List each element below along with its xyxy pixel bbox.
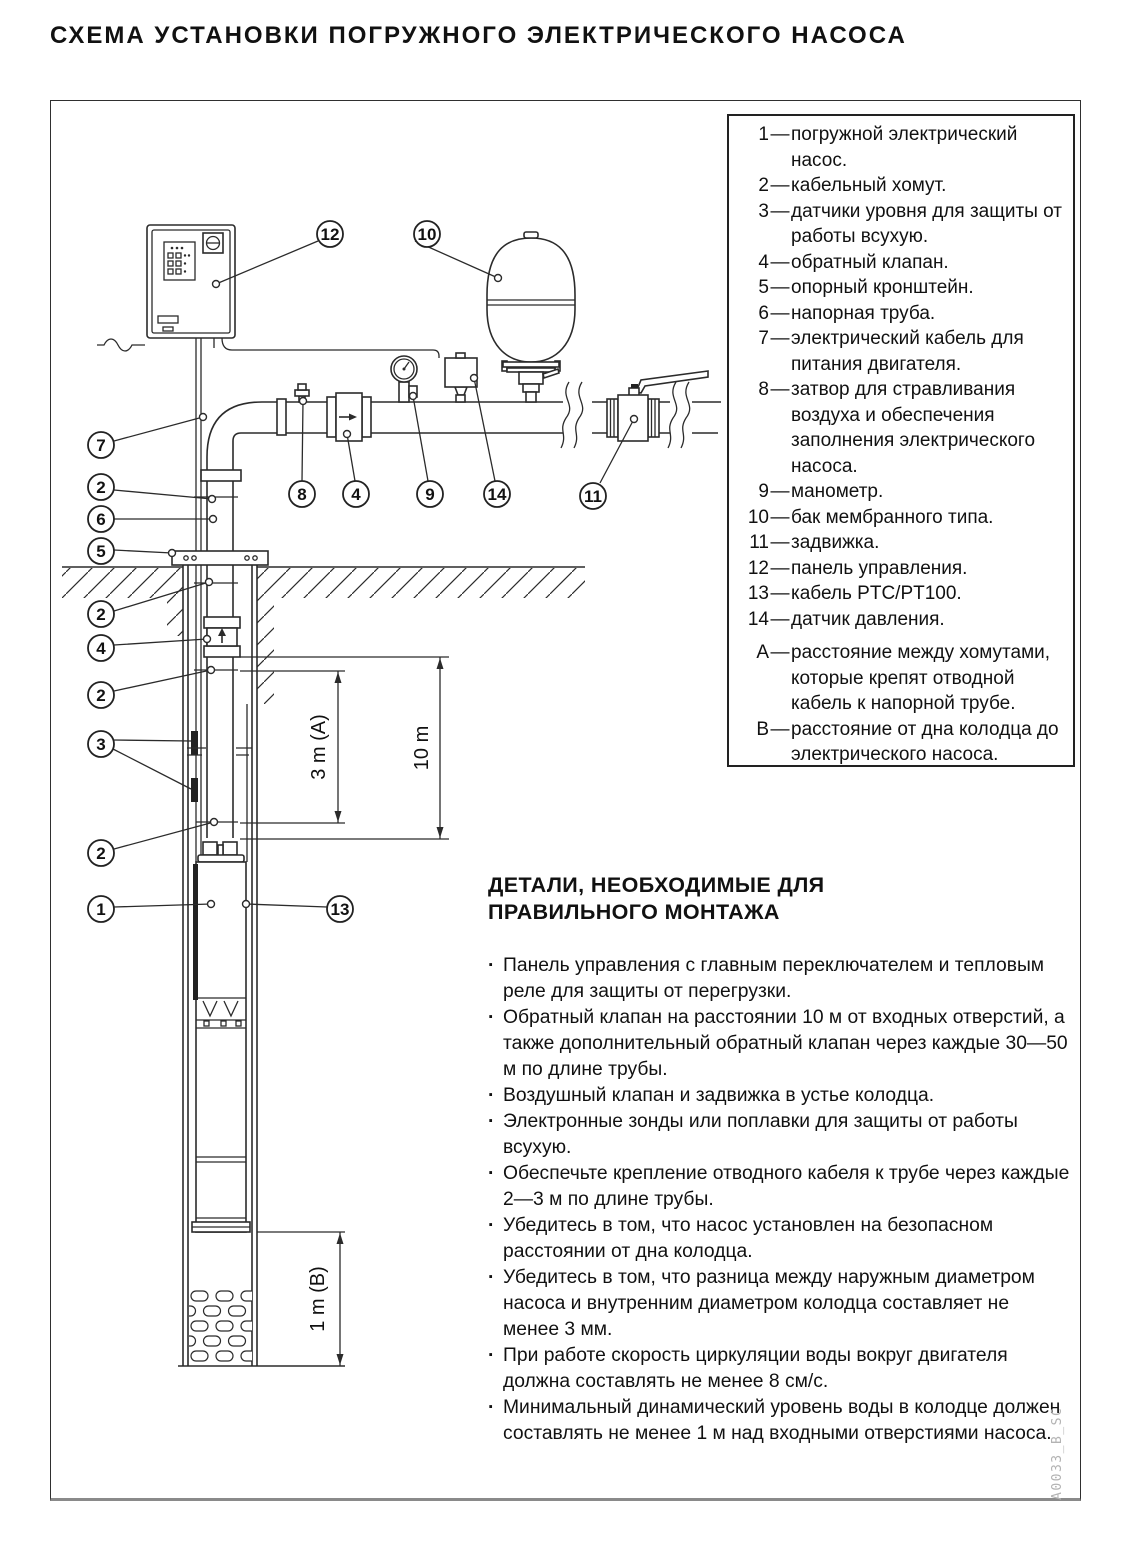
valve-handle: [636, 371, 708, 393]
pressure-pipe: [201, 382, 721, 838]
control-panel: [97, 225, 235, 351]
riser-coupling: [201, 470, 241, 481]
dim-a-label: 3 m (A): [308, 714, 330, 780]
legend-item: 4 — обратный клапан.: [737, 250, 1065, 276]
legend-item: 6 — напорная труба.: [737, 301, 1065, 327]
legend-item: 5 — опорный кронштейн.: [737, 275, 1065, 301]
legend-text: опорный кронштейн.: [791, 277, 974, 298]
legend-item: 12 — панель управления.: [737, 556, 1065, 582]
dimension-lines: [240, 657, 449, 1366]
callout-14: 14: [487, 485, 507, 504]
details-item: [488, 1395, 1070, 1447]
legend-item: 2 — кабельный хомут.: [737, 173, 1065, 199]
details-text: При работе скорость циркуляции воды вокруг двигателя должна составлять не менее 8 см/с.: [503, 1345, 1008, 1392]
legend-text: манометр.: [791, 481, 884, 502]
bullet-icon: ·: [488, 1085, 495, 1106]
pipe-break-icon: [681, 382, 690, 448]
callout-8: 8: [297, 485, 307, 504]
ground-hatch: [62, 567, 585, 704]
legend-item: 3 — датчики уровня для защиты от работы всухую.: [737, 199, 1065, 250]
details-text: Панель управления с главным переключателем и тепловым реле для защиты от перегрузки.: [503, 955, 1045, 1002]
pipe-coupling: [277, 399, 286, 435]
details-item: [488, 953, 1070, 1005]
gate-valve: [607, 371, 708, 441]
legend-item: 1 — погружной электрический насос.: [737, 122, 1065, 173]
drawing-code: A0033_B_SC: [1050, 1406, 1065, 1500]
gravel-bottom: [189, 1289, 252, 1364]
legend-text: расстояние от дна колодца до электрического насоса.: [791, 718, 1059, 765]
details-item: [488, 1265, 1070, 1343]
details-item: [488, 1109, 1070, 1161]
pipe-break-icon: [561, 382, 570, 448]
bullet-icon: ·: [488, 1345, 495, 1366]
legend-box: [727, 114, 1075, 767]
bullet-icon: ·: [488, 955, 495, 976]
callout-9: 9: [425, 485, 435, 504]
pipe-break-icon: [668, 382, 677, 448]
details-section: [488, 872, 1070, 1447]
legend-text: кабельный хомут.: [791, 175, 947, 196]
pipe-break-icon: [574, 382, 583, 448]
legend-text: напорная труба.: [791, 302, 936, 324]
details-item: [488, 1161, 1070, 1213]
bullet-icon: ·: [488, 1007, 495, 1028]
details-list: [488, 953, 1070, 1447]
dim-10m-label: 10 m: [411, 725, 433, 771]
legend-text: электрический кабель для питания двигателя.: [791, 328, 1024, 375]
legend-item: 10 — бак мембранного типа.: [737, 505, 1065, 531]
callout-2c: 2: [96, 686, 106, 705]
details-text: Минимальный динамический уровень воды в колодце должен составлять не менее 1 м над входными отверстиями насоса.: [503, 1397, 1061, 1444]
details-text: Воздушный клапан и задвижка в устье колодца.: [503, 1085, 935, 1106]
legend-text: задвижка.: [791, 532, 880, 553]
details-heading: ДЕТАЛИ, НЕОБХОДИМЫЕ ДЛЯ ПРАВИЛЬНОГО МОНТАЖА: [488, 873, 825, 924]
dim-b-label: 1 m (B): [307, 1266, 329, 1332]
bullet-icon: ·: [488, 1163, 495, 1184]
legend-item: 13 — кабель PTC/PT100.: [737, 581, 1065, 607]
support-bracket: [172, 551, 268, 565]
bullet-icon: ·: [488, 1397, 495, 1418]
legend-item: 7 — электрический кабель для питания двигателя.: [737, 326, 1065, 377]
bullet-icon: ·: [488, 1111, 495, 1132]
legend-text: расстояние между хомутами, которые крепят отводной кабель к напорной трубе.: [791, 642, 1051, 714]
details-text: Электронные зонды или поплавки для защиты от работы всухую.: [503, 1111, 1018, 1158]
sensor-cable: [222, 338, 439, 358]
legend-item: 8 — затвор для стравливания воздуха и обеспечения заполнения электрического насоса.: [737, 377, 1065, 479]
bullet-icon: ·: [488, 1267, 495, 1288]
callout-2d: 2: [96, 844, 106, 863]
callout-4a: 4: [351, 485, 361, 504]
legend-note: B — расстояние от дна колодца до электрического насоса.: [737, 717, 1065, 768]
legend-text: панель управления.: [791, 557, 968, 579]
legend-text: погружной электрический насос.: [791, 124, 1018, 171]
details-text: Убедитесь в том, что разница между наружным диаметром насоса и внутренним диаметром колодца составляет не менее 3 мм.: [503, 1267, 1035, 1340]
legend-text: обратный клапан.: [791, 251, 949, 273]
legend-text: затвор для стравливания воздуха и обеспечения заполнения электрического насоса.: [791, 379, 1036, 477]
legend-item: 11 — задвижка.: [737, 530, 1065, 556]
membrane-tank: [487, 232, 575, 402]
details-item: [488, 1343, 1070, 1395]
callout-7: 7: [96, 436, 106, 455]
legend-note: A — расстояние между хомутами, которые крепят отводной кабель к напорной трубе.: [737, 640, 1065, 717]
details-item: [488, 1083, 1070, 1109]
submersible-pump: [192, 842, 250, 1232]
callout-2a: 2: [96, 478, 106, 497]
callout-5: 5: [96, 542, 106, 561]
details-text: Обратный клапан на расстоянии 10 м от входных отверстий, а также дополнительный обратный клапан через каждые 30—50 м по длине трубы.: [503, 1007, 1068, 1080]
wall-break-icon: [97, 339, 145, 351]
bullet-icon: ·: [488, 1215, 495, 1236]
callout-3: 3: [96, 735, 106, 754]
page-title: СХЕМА УСТАНОВКИ ПОГРУЖНОГО ЭЛЕКТРИЧЕСКОГО НАСОСА: [50, 22, 907, 49]
callout-12: 12: [320, 225, 340, 244]
details-text: Обеспечьте крепление отводного кабеля к трубе через каждые 2—3 м по длине трубы.: [503, 1163, 1070, 1210]
legend-text: кабель PTC/PT100.: [791, 583, 962, 604]
callout-11: 11: [584, 487, 602, 506]
level-sensors: [187, 731, 252, 802]
legend-item: 14 — датчик давления.: [737, 607, 1065, 633]
legend-text: датчики уровня для защиты от работы всухую.: [791, 200, 1062, 247]
details-item: [488, 1005, 1070, 1083]
callout-13: 13: [330, 900, 350, 919]
callout-1: 1: [96, 900, 106, 919]
legend-text: датчик давления.: [791, 608, 945, 630]
details-text: Убедитесь в том, что насос установлен на безопасном расстоянии от дна колодца.: [503, 1215, 994, 1262]
callout-6: 6: [96, 510, 106, 529]
legend-item: 9 — манометр.: [737, 479, 1065, 505]
callout-4b: 4: [96, 639, 106, 658]
legend-notes: [737, 640, 1065, 768]
pump-cable-strip: [193, 864, 198, 1000]
legend-text: бак мембранного типа.: [791, 506, 994, 528]
details-item: [488, 1213, 1070, 1265]
callout-2b: 2: [96, 605, 106, 624]
callout-10: 10: [417, 225, 437, 244]
